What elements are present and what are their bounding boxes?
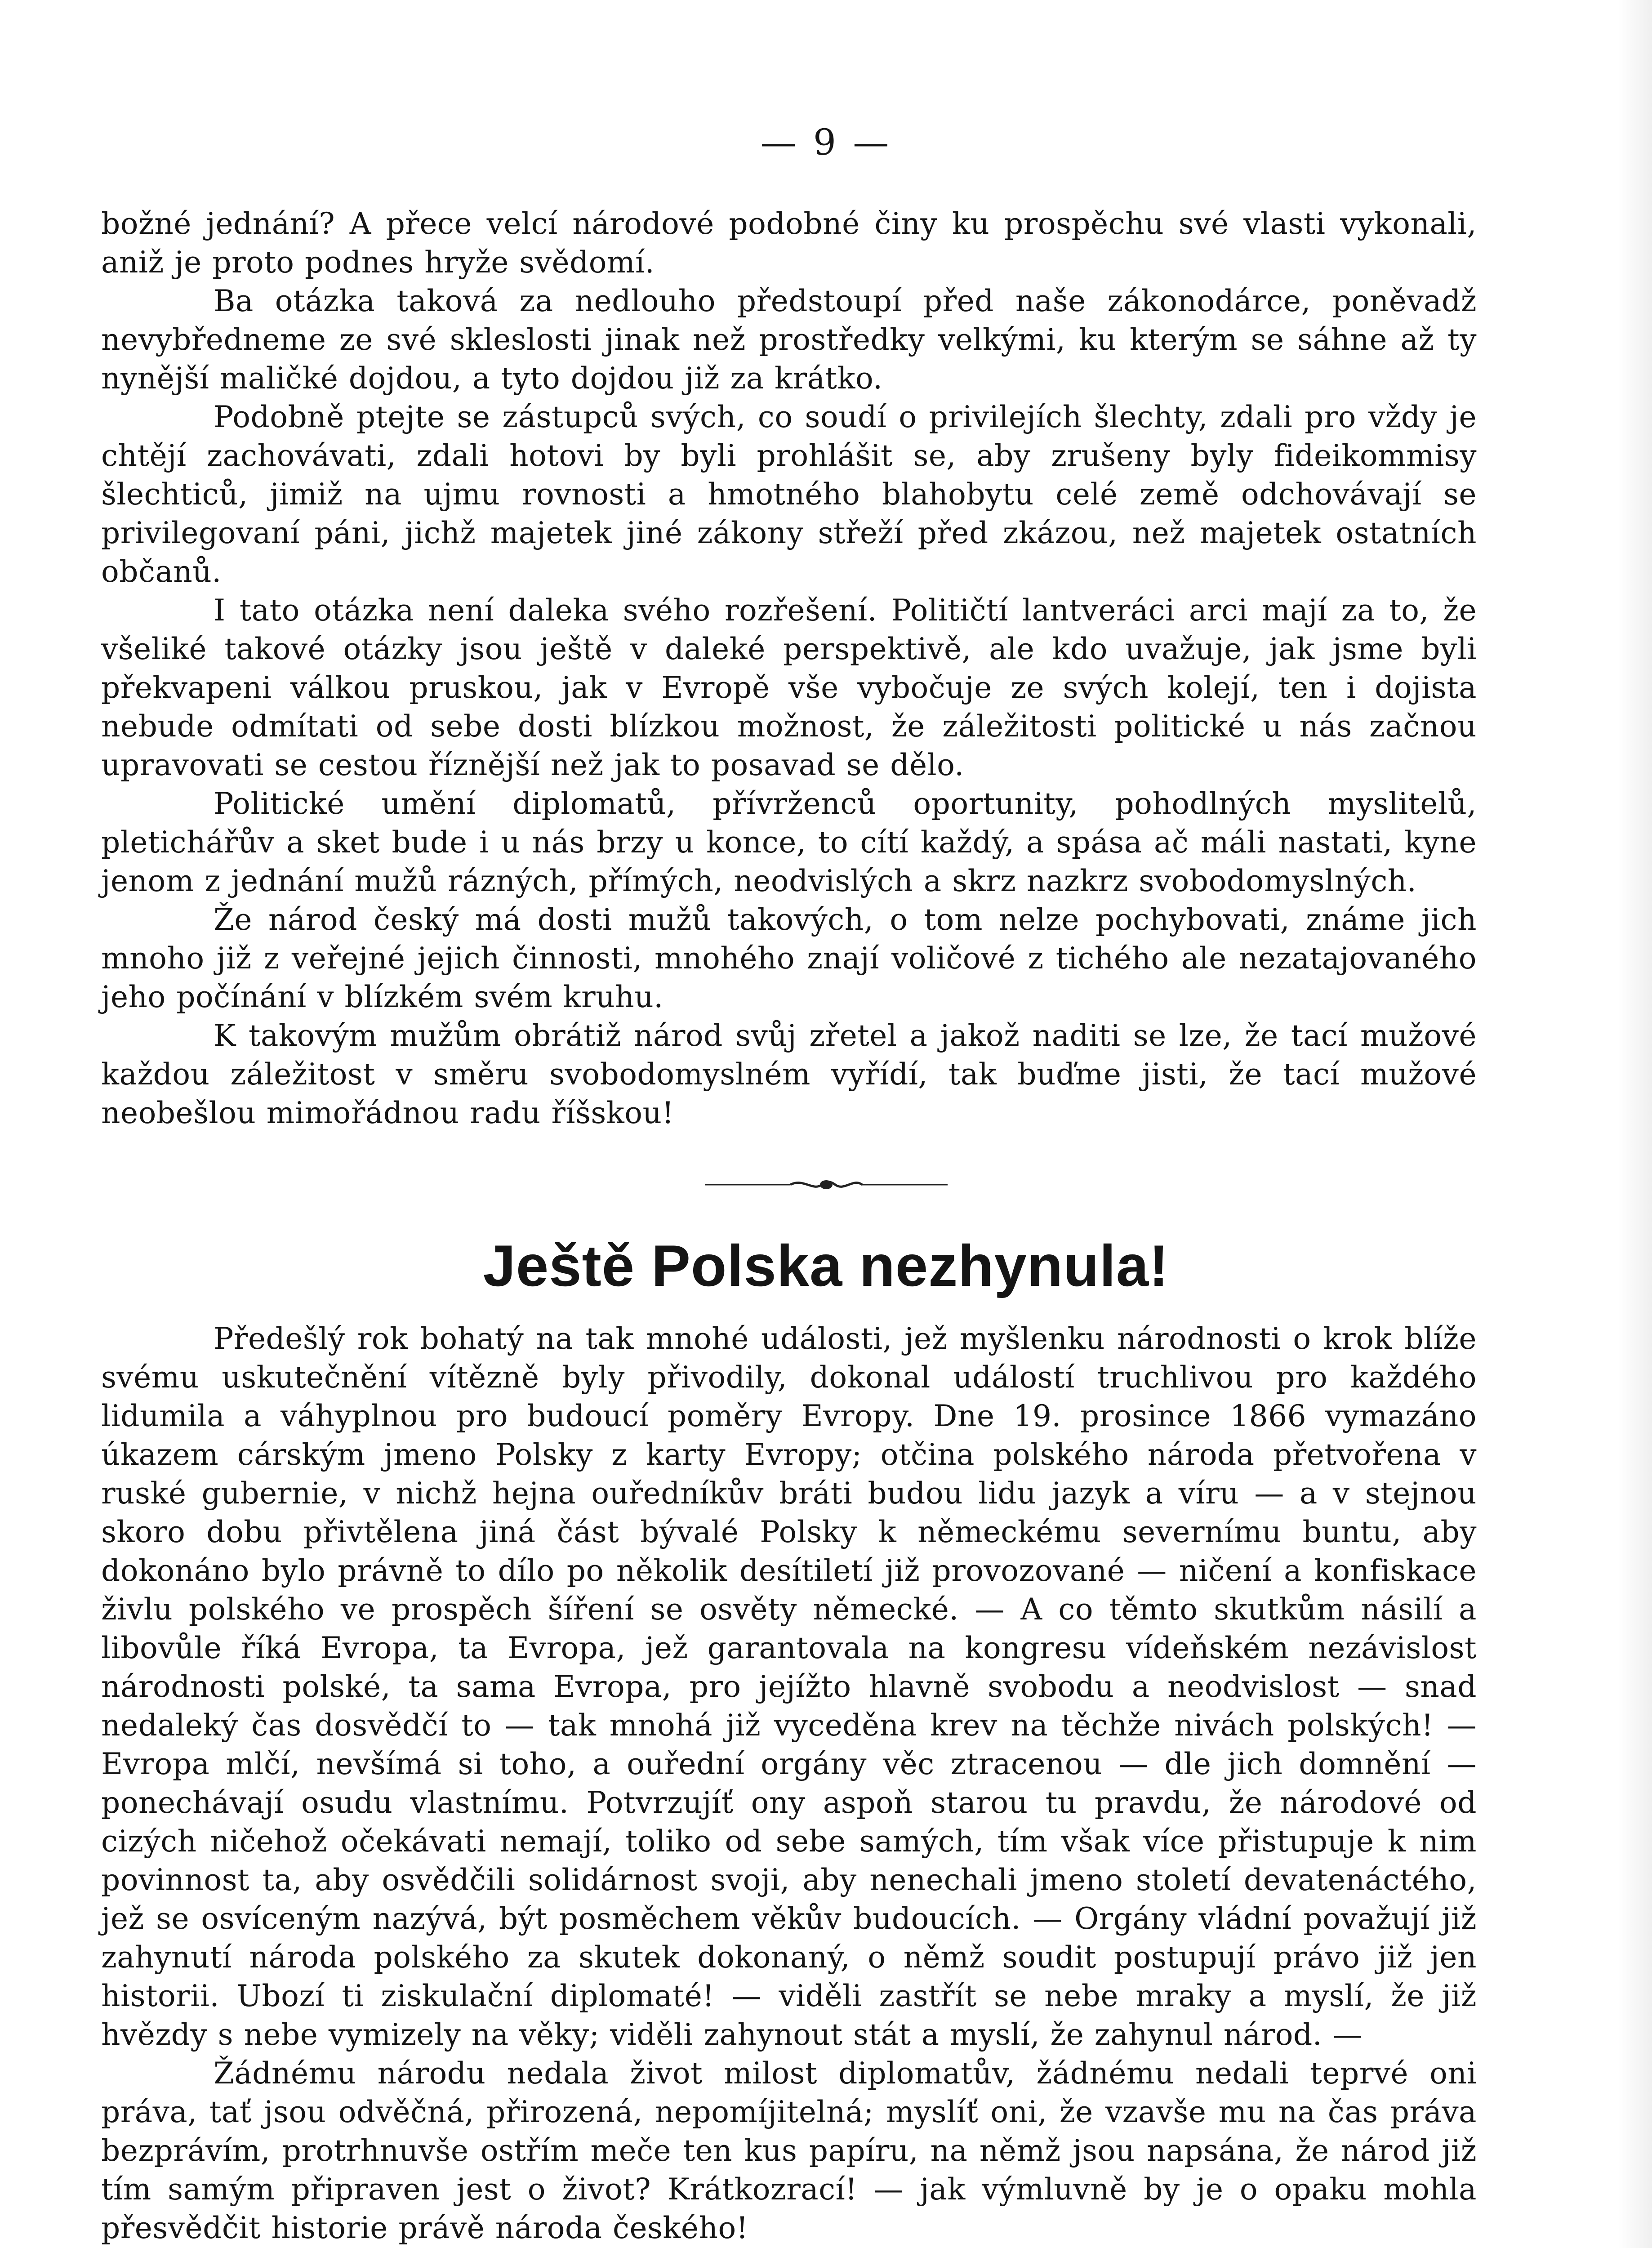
paragraph: Předešlý rok bohatý na tak mnohé události, jež myšlenku národnosti o krok blíže svému uskutečnění vítězně byly přivodily, dokonal událostí truchlivou pro každého lidumila a váhyplnou pro budoucí poměry Evropy. Dne 19. prosince 1866 vymazáno úkazem cárským jmeno Polsky z karty Evropy; otčina polského národa přetvořena v ruské gubernie, v nichž hejna ouředníkův bráti budou lidu jazyk a víru — a v stejnou skoro dobu přivtělena jiná část bývalé Polsky k německému severnímu buntu, aby dokonáno bylo právně to dílo po několik desítiletí již provozované — ničení a konfiskace živlu polského ve prospěch šíření se osvěty německé. — A co těmto skutkům násilí a libovůle říká Evropa, ta Evropa, jež garantovala na kongresu vídeňském nezávislost národnosti polské, ta sama Evropa, pro jejížto hlavně svobodu a neodvislost — snad nedaleký čas dosvědčí to — tak mnohá již vyceděna krev na těchže nivách polských! — Evropa mlčí, nevšímá si toho, a ouřední orgány věc ztracenou — dle jich domnění — ponechávají osudu vlastnímu. Potvrzujíť ony aspoň starou tu pravdu, že národové od cizých ničehož očekávati nemají, toliko od sebe samých, tím však více přistupuje k nim povinnost ta, aby osvědčili solidárnost svoji, aby nenechali jmeno století devatenáctého, jež se osvíceným nazývá, být posměchem věkův budoucích. — Orgány vládní považují již zahynutí národa polského za skutek dokonaný, o němž soudit postupují právo již jen historii. Ubozí ti ziskulační diplomaté! — viděli zastřít se nebe mraky a myslí, že již hvězdy s nebe vymizely na věky; viděli zahynout stát a myslí, že zahynul národ. — [101, 1321, 1477, 2052]
page-edge-shading [1618, 0, 1652, 2248]
paragraph: I tato otázka není daleka svého rozřešení. Političtí lantveráci arci mají za to, že všeliké takové otázky jsou ještě v daleké perspektivě, ale kdo uvažuje, jak jsme byli překvapeni válkou pruskou, jak v Evropě vše vybočuje ze svých kolejí, ten i dojista nebude odmítati od sebe dosti blízkou možnost, že záležitosti politické u nás začnou upravovati se cestou říznější než jak to posavad se dělo. [101, 593, 1477, 782]
paragraph: K takovým mužům obrátiž národ svůj zřetel a jakož naditi se lze, že tací mužové každou záležitost v směru svobodomyslném vyřídí, tak buďme jisti, že tací mužové neobešlou mimořádnou radu říšskou! [101, 1018, 1477, 1130]
section-heading: Ještě Polska nezhynula! [483, 1233, 1169, 1298]
paragraph: Ba otázka taková za nedlouho předstoupí před naše zákonodárce, poněvadž nevybředneme ze své skleslosti jinak než prostředky velkými, ku kterým se sáhne až ty nynější maličké dojdou, a tyto dojdou již za krátko. [101, 284, 1477, 396]
paragraph: Politické umění diplomatů, přívrženců oportunity, pohodlných myslitelů, pletichářův a sket bude i u nás brzy u konce, to cítí každý, a spása ač máli nastati, kyne jenom z jednání mužů rázných, přímých, neodvislých a skrz nazkrz svobodomyslných. [101, 786, 1477, 898]
paragraph: Žádnému národu nedala život milost diplomatův, žádnému nedali teprvé oni práva, tať jsou odvěčná, přirozená, nepomíjitelná; myslíť oni, že vzavše mu na čas práva bezprávím, protrhnuvše ostřím meče ten kus papíru, na němž jsou napsána, že národ již tím samým připraven jest o život? Krátkozrací! — jak výmluvně by je o opaku mohla přesvědčit historie právě národa českého! [101, 2056, 1477, 2245]
paragraph: božné jednání? A přece velcí národové podobné činy ku prospěchu své vlasti vykonali, aniž je proto podnes hryže svědomí. [101, 206, 1477, 280]
page-number: — 9 — [760, 121, 892, 163]
ornamental-divider-icon [0, 1176, 1652, 1194]
paragraph: Podobně ptejte se zástupců svých, co soudí o privilejích šlechty, zdali pro vždy je chtějí zachovávati, zdali hotovi by byli prohlášit se, aby zrušeny byly fideikommisy šlechticů, jimiž na ujmu rovnosti a hmotného blahobytu celé země odchovávají se privilegovaní páni, jichž majetek jiné zákony střeží před zkázou, než majetek ostatních občanů. [101, 400, 1477, 589]
section-continued-text [101, 205, 1477, 1133]
paragraph: Že národ český má dosti mužů takových, o tom nelze pochybovati, známe jich mnoho již z veřejné jejich činnosti, mnohého znají voličové z tichého ale nezatajovaného jeho počínání v blízkém svém kruhu. [101, 902, 1477, 1014]
ornamental-rule-icon [700, 1176, 952, 1194]
section-polska-text [101, 1320, 1477, 2248]
